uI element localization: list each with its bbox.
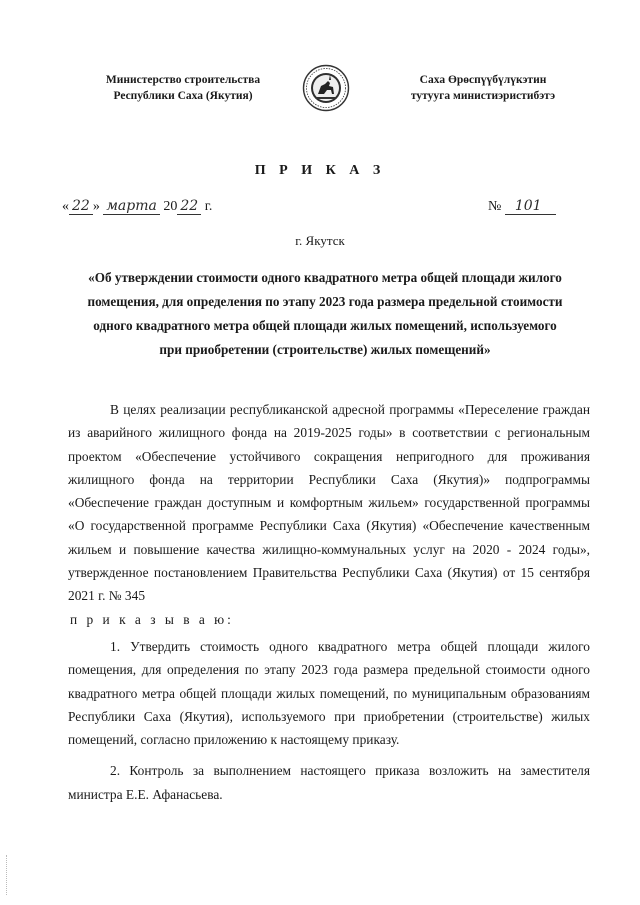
- date-year-suffix: 22: [177, 198, 201, 215]
- orders-word: п р и к а з ы в а ю:: [70, 611, 234, 627]
- ministry-name-sakha-line-2: тутууга министиэристибэтэ: [410, 90, 556, 102]
- subject-line-2: помещения, для определения по этапу 2023 года размера предельной стоимости: [87, 294, 563, 309]
- order-item-1: 1. Утвердить стоимость одного квадратного метра общей площади жилого помещения, для определения по этапу 2023 года размера предельной стоимости одного квадратного метра общей площади жилых помещений, по муниципальным образованиям Республики Саха (Якутия), используемого при приобретении (строительстве) жилых помещений, согласно приложению к настоящему приказу.: [68, 638, 590, 748]
- ministry-name-sakha: [378, 72, 588, 104]
- date-suffix: г.: [204, 199, 213, 214]
- ministry-name-ru-line-2: Республики Саха (Якутия): [113, 90, 253, 102]
- number-label: №: [488, 199, 502, 214]
- date-day: 22: [69, 198, 93, 215]
- coat-of-arms-icon: [302, 64, 350, 112]
- subject-line-3: одного квадратного метра общей площади жилых помещений, используемого: [93, 318, 557, 333]
- date-quote-open: «: [62, 199, 69, 214]
- document-title: П Р И К А З: [254, 163, 386, 178]
- date-month: марта: [103, 198, 160, 215]
- ministry-name-ru-line-1: Министерство строительства: [105, 74, 261, 86]
- order-date: [62, 198, 212, 215]
- number-value: 101: [505, 198, 556, 215]
- ministry-name-sakha-line-1: Саха Өрөспүүбүлүкэтин: [419, 74, 547, 86]
- order-item-2: 2. Контроль за выполнением настоящего приказа возложить на заместителя министра Е.Е. Афанасьева.: [68, 763, 590, 802]
- order-body: [68, 398, 590, 806]
- scan-edge-mark: [6, 855, 8, 895]
- preamble-paragraph: В целях реализации республиканской адресной программы «Переселение граждан из аварийного жилищного фонда на 2019-2025 годы» в соответствии с региональным проектом «Обеспечение устойчивого сокращения непригодного для проживания жилищного фонда на территории Республики Саха (Якутия)» подпрограммы «Обеспечение граждан доступным и комфортным жильем» государственной программы «О государственной программе Республики Саха (Якутия) «Обеспечение качественным жильем и повышение качества жилищно-коммунальных услуг на 2020 - 2024 годы», утвержденное постановлением Правительства Республики Саха (Якутия) от 15 сентября 2021 г. № 345: [68, 402, 590, 604]
- subject-line-1: «Об утверждении стоимости одного квадратного метра общей площади жилого: [88, 270, 562, 285]
- order-subject: [60, 266, 590, 362]
- ministry-name-russian: [78, 72, 288, 104]
- date-year-prefix: 20: [163, 199, 178, 214]
- subject-line-4: при приобретении (строительстве) жилых помещений»: [159, 342, 491, 357]
- order-number: [488, 198, 556, 215]
- city: г. Якутск: [295, 233, 345, 248]
- date-quote-close: »: [92, 199, 100, 214]
